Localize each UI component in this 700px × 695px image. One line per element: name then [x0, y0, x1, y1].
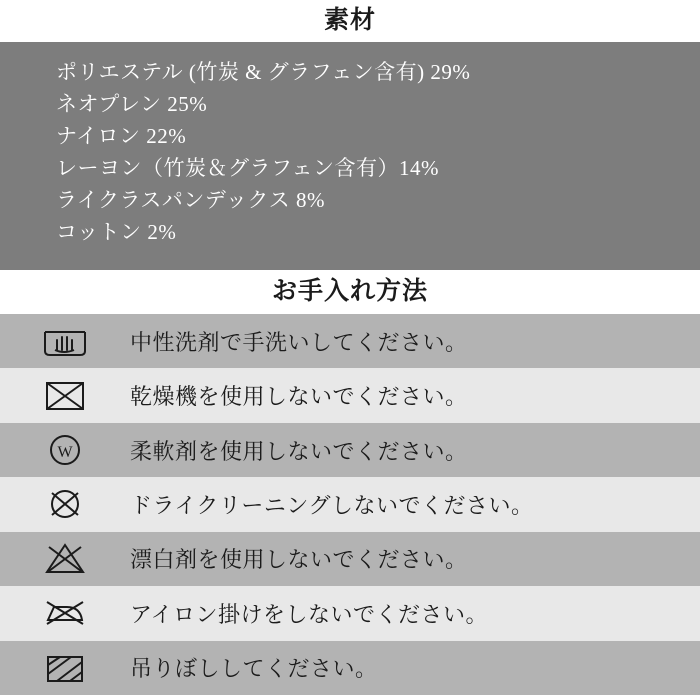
care-row-label: ドライクリーニングしないでください。: [130, 492, 534, 518]
care-row: [0, 423, 700, 477]
care-row: [0, 314, 700, 368]
care-row-label: アイロン掛けをしないでください。: [130, 601, 489, 627]
no-dry-clean-icon: [0, 487, 130, 521]
no-iron-icon: [0, 598, 130, 628]
no-bleach-icon: [0, 542, 130, 576]
svg-text:W: W: [57, 444, 73, 462]
care-row: [0, 368, 700, 422]
care-row-label: 漂白剤を使用しないでください。: [130, 547, 468, 573]
care-row: [0, 586, 700, 640]
line-dry-icon: [0, 652, 130, 684]
material-line: コットン 2%: [56, 220, 177, 244]
care-row-label: 中性洗剤で手洗いしてください。: [130, 329, 468, 355]
no-fabric-softener-icon: [0, 433, 130, 467]
material-line: ネオプレン 25%: [56, 92, 208, 116]
no-tumble-dry-icon: [0, 379, 130, 413]
care-row: [0, 532, 700, 586]
care-instruction-list: [0, 314, 700, 695]
care-row-label: 吊りぼししてください。: [130, 656, 378, 682]
hand-wash-icon: [0, 324, 130, 358]
material-line: ライクラスパンデックス 8%: [56, 188, 325, 212]
care-row: [0, 641, 700, 695]
care-section-title: お手入れ方法: [0, 270, 700, 314]
care-row-label: 乾燥機を使用しないでください。: [130, 384, 468, 410]
material-line: レーヨン（竹炭＆グラフェン含有）14%: [56, 156, 439, 180]
material-section-body: [0, 42, 700, 270]
material-line: ポリエステル (竹炭 & グラフェン含有) 29%: [56, 60, 471, 84]
care-row: [0, 477, 700, 531]
care-row-label: 柔軟剤を使用しないでください。: [130, 438, 468, 464]
material-line: ナイロン 22%: [56, 124, 187, 148]
material-section-title: 素材: [0, 0, 700, 42]
